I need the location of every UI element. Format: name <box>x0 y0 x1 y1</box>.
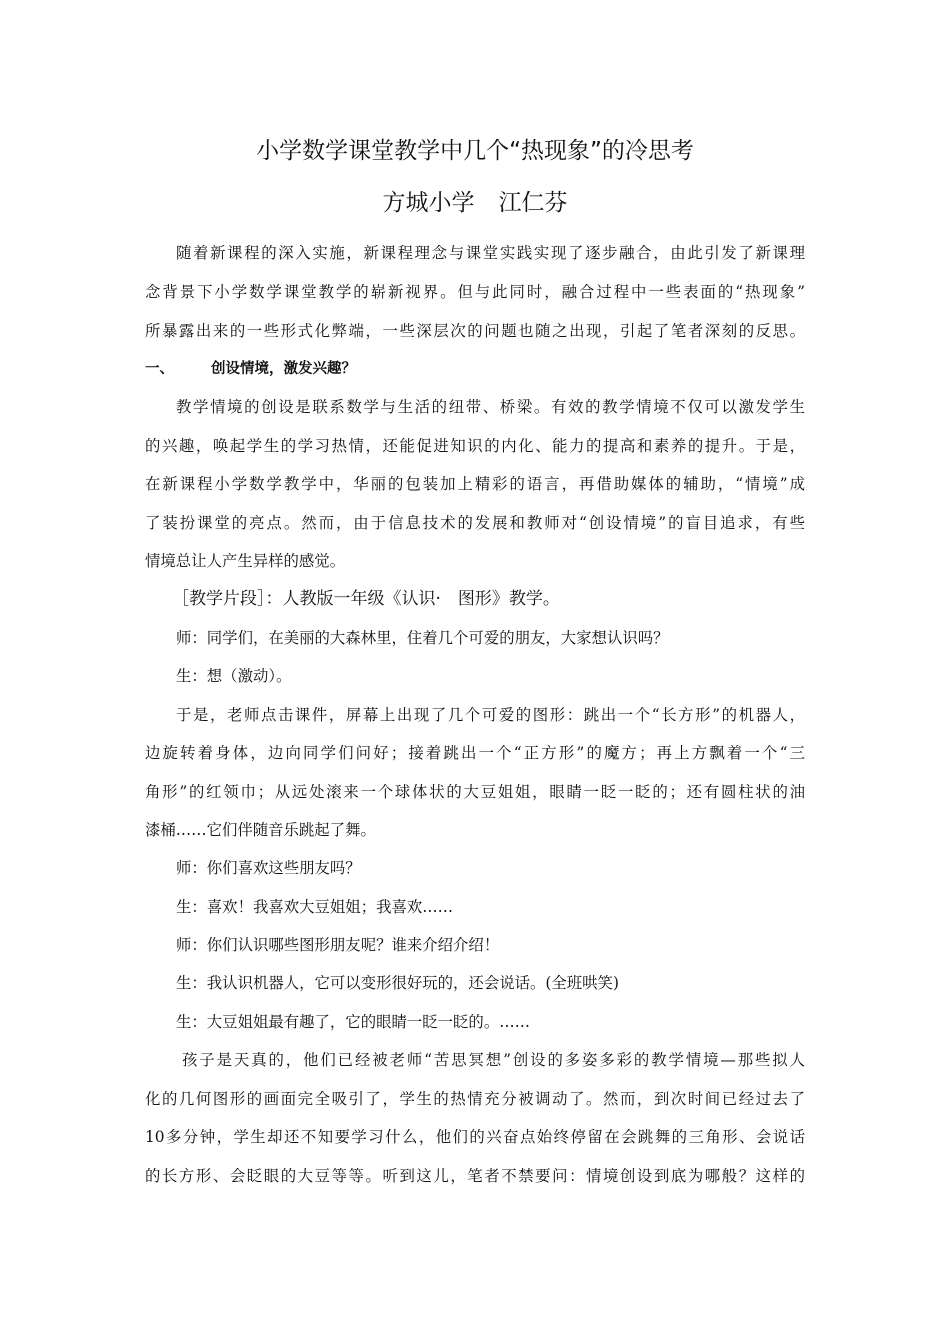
school-name: 方城小学 <box>382 190 475 216</box>
section-number: 一、 <box>145 361 174 377</box>
paragraph-line: 角形”的红领巾；从远处滚来一个球体状的大豆姐姐，眼睛一眨一眨的；还有圆柱状的油 <box>145 783 805 801</box>
paragraph-line: 了装扮课堂的亮点。然而，由于信息技术的发展和教师对“创设情境”的盲目追求，有些 <box>145 514 805 532</box>
dialog-line: 生：喜欢！我喜欢大豆姐姐；我喜欢…… <box>176 898 454 916</box>
paragraph-line: 10多分钟，学生却还不知要学习什么，他们的兴奋点始终停留在会跳舞的三角形、会说话 <box>145 1128 805 1146</box>
paragraph-line: 孩子是天真的，他们已经被老师“苦思冥想”创设的多姿多彩的教学情境—那些拟人 <box>182 1051 805 1069</box>
dialog-line: 师：同学们，在美丽的大森林里，住着几个可爱的朋友，大家想认识吗？ <box>176 629 669 647</box>
dialog-line: 师：你们认识哪些图形朋友呢？谁来介绍介绍！ <box>176 936 500 954</box>
dialog-line: 生：想（激动）。 <box>176 667 292 685</box>
intro-line: 随着新课程的深入实施，新课程理念与课堂实践实现了逐步融合，由此引发了新课理 <box>176 244 805 262</box>
teaching-snippet: ［教学片段］：人教版一年级《认识· 图形》教学。 <box>172 589 560 609</box>
section-title: 创设情境，激发兴趣？ <box>211 361 356 377</box>
paragraph-line: 漆桶……它们伴随音乐跳起了舞。 <box>145 821 376 839</box>
dialog-line: 生：我认识机器人，它可以变形很好玩的，还会说话。(全班哄笑) <box>176 974 619 992</box>
paragraph-line: 的长方形、会眨眼的大豆等等。听到这儿，笔者不禁要问：情境创设到底为哪般？这样的 <box>145 1167 805 1185</box>
intro-line: 所暴露出来的一些形式化弊端，一些深层次的问题也随之出现，引起了笔者深刻的反思。 <box>145 322 805 340</box>
section-heading <box>145 358 356 380</box>
paragraph-line: 的兴趣，唤起学生的学习热情，还能促进知识的内化、能力的提高和素养的提升。于是， <box>145 437 805 455</box>
paragraph-line: 化的几何图形的画面完全吸引了，学生的热情充分被调动了。然而，到次时间已经过去了 <box>145 1090 805 1108</box>
paragraph-line: 在新课程小学数学教学中，华丽的包装加上精彩的语言，再借助媒体的辅助，“情境”成 <box>145 475 805 493</box>
paragraph-line: 教学情境的创设是联系数学与生活的纽带、桥梁。有效的教学情境不仅可以激发学生 <box>176 398 805 416</box>
document-byline <box>0 188 950 218</box>
author-name: 江仁芬 <box>498 190 568 216</box>
dialog-line: 生：大豆姐姐最有趣了，它的眼睛一眨一眨的。…… <box>176 1013 530 1031</box>
document-title: 小学数学课堂教学中几个“热现象”的冷思考 <box>256 138 694 164</box>
paragraph-line: 边旋转着身体，边向同学们问好；接着跳出一个“正方形”的魔方；再上方飘着一个“三 <box>145 744 805 762</box>
paragraph-line: 于是，老师点击课件，屏幕上出现了几个可爱的图形：跳出一个“长方形”的机器人， <box>176 706 805 724</box>
dialog-line: 师：你们喜欢这些朋友吗？ <box>176 859 361 877</box>
intro-line: 念背景下小学数学课堂教学的崭新视界。但与此同时，融合过程中一些表面的“热现象” <box>145 283 805 301</box>
paragraph-line: 情境总让人产生异样的感觉。 <box>145 552 346 570</box>
